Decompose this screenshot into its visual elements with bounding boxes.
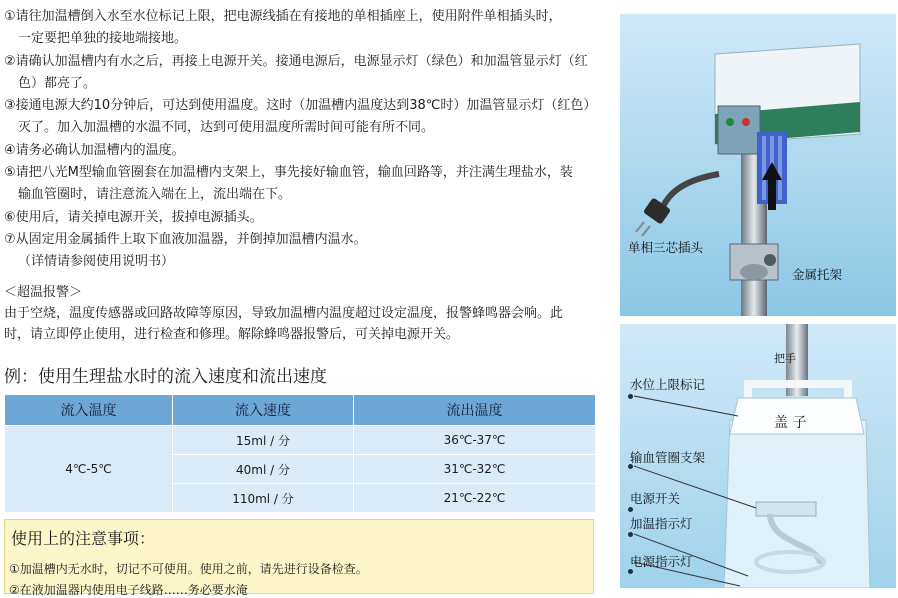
power-light-label: 电源指示灯 bbox=[630, 554, 693, 569]
step-line: 一定要把单独的接地端接地。 bbox=[18, 31, 188, 47]
table-row bbox=[5, 426, 596, 455]
table-header: 流出温度 bbox=[354, 395, 596, 426]
coil-holder-label: 输血管圈支架 bbox=[630, 450, 706, 465]
lid-label: 盖 子 bbox=[774, 415, 807, 431]
callout-dot bbox=[628, 394, 633, 399]
device-parts-illustration bbox=[620, 324, 896, 588]
table-header: 流入温度 bbox=[5, 395, 173, 426]
usage-notes-box bbox=[4, 519, 594, 597]
heater-light-label: 加温指示灯 bbox=[630, 516, 693, 531]
plug-label: 单相三芯插头 bbox=[628, 240, 704, 255]
alarm-text: 由于空烧，温度传感器或回路故障等原因，导致加温槽内温度超过设定温度，报警蜂鸣器会响。此 bbox=[4, 306, 564, 321]
bracket-label: 金属托架 bbox=[792, 267, 843, 282]
device-mount-illustration bbox=[620, 14, 896, 316]
step-line: 灭了。加入加温槽的水温不同，达到可使用温度所需时间可能有所不同。 bbox=[18, 120, 435, 136]
step-line: ⑤请把八光M型输血管圈套在加温槽内支架上，事先接好输血管，输血回路等，并注满生理盐水，装 bbox=[4, 165, 573, 181]
outlet-temp-cell: 31℃-32℃ bbox=[354, 455, 596, 484]
device-mount-drawing bbox=[620, 14, 896, 316]
callout-dot bbox=[628, 532, 633, 537]
step-line: 色）都亮了。 bbox=[18, 75, 97, 91]
inlet-temp-cell: 4℃-5℃ bbox=[5, 426, 173, 513]
outlet-temp-cell: 21℃-22℃ bbox=[354, 484, 596, 513]
step-line: ①请往加温槽倒入水至水位标记上限，把电源线插在有接地的单相插座上，使用附件单相插头时， bbox=[4, 9, 562, 24]
notes-title: 使用上的注意事项： bbox=[11, 529, 156, 548]
step-line: （详情请参阅使用说明书） bbox=[18, 254, 175, 270]
step-line: ②请确认加温槽内有水之后，再接上电源开关。接通电源后，电源显示灯（绿色）和加温管显示灯（红 bbox=[4, 53, 588, 69]
step-line: ⑥使用后，请关掉电源开关，拔掉电源插头。 bbox=[4, 209, 263, 225]
alarm-text: 时，请立即停止使用，进行检查和修理。解除蜂鸣器报警后，可关掉电源开关。 bbox=[4, 327, 460, 342]
power-switch-label: 电源开关 bbox=[630, 491, 681, 506]
speed-cell: 40ml / 分 bbox=[173, 455, 354, 484]
alarm-heading: ＜超温报警＞ bbox=[4, 285, 83, 300]
speed-cell: 110ml / 分 bbox=[173, 484, 354, 513]
instruction-steps bbox=[4, 6, 604, 274]
handle-label: 把手 bbox=[774, 352, 796, 365]
speed-cell: 15ml / 分 bbox=[173, 426, 354, 455]
step-line: 输血管圈时，请注意流入端在上，流出端在下。 bbox=[18, 187, 292, 203]
notes-line: ①加温槽内无水时，切记不可使用。使用之前，请先进行设备检查。 bbox=[9, 562, 368, 576]
notes-line: ②在液加温器内使用电子线路……务必要水淹 bbox=[9, 583, 248, 597]
flow-speed-table bbox=[4, 394, 596, 513]
outlet-temp-cell: 36℃-37℃ bbox=[354, 426, 596, 455]
step-line: ③接通电源大约10分钟后，可达到使用温度。这时（加温槽内温度达到38℃时）加温管显示灯（红色） bbox=[4, 98, 597, 114]
callout-dot bbox=[628, 507, 633, 512]
table-header: 流入速度 bbox=[173, 395, 354, 426]
example-title: 例：使用生理盐水时的流入速度和流出速度 bbox=[4, 367, 327, 387]
step-line: ④请务必确认加温槽内的温度。 bbox=[4, 142, 185, 158]
water-level-label: 水位上限标记 bbox=[630, 377, 706, 392]
step-line: ⑦从固定用金属插件上取下血液加温器，并倒掉加温槽内温水。 bbox=[4, 231, 367, 247]
over-temp-alarm-section bbox=[4, 282, 604, 345]
